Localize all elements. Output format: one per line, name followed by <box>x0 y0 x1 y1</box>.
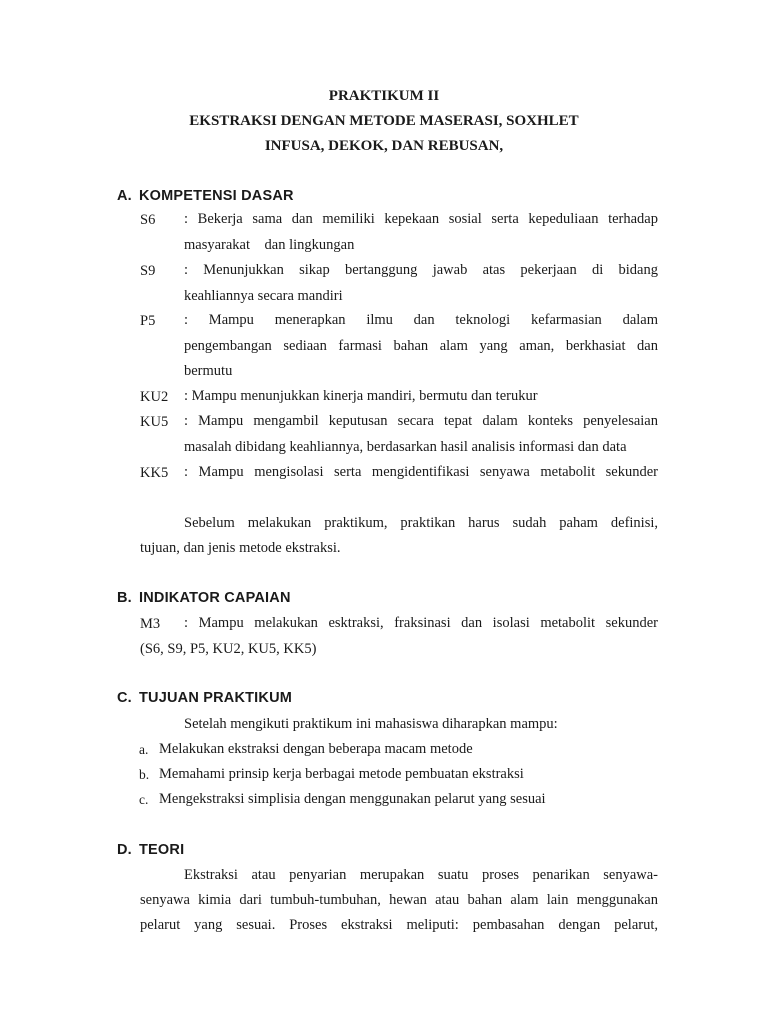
objective-text-b: Memahami prinsip kerja berbagai metode pembuatan ekstraksi <box>159 766 524 782</box>
competency-desc-ku5-line2: masalah dibidang keahliannya, berdasarkan hasil analisis informasi dan data <box>184 439 627 455</box>
competency-code-p5: P5 <box>140 313 156 329</box>
section-b-heading <box>117 590 291 606</box>
theory-line3: pelarut yang sesuai. Proses ekstraksi meliputi: pembasahan dengan pelarut, <box>140 917 658 933</box>
section-c-title: TUJUAN PRAKTIKUM <box>139 690 293 706</box>
indicator-desc-line1: : Mampu melakukan esktraksi, fraksinasi dan isolasi metabolit sekunder <box>184 615 658 631</box>
objective-intro: Setelah mengikuti praktikum ini mahasiswa diharapkan mampu: <box>184 716 558 732</box>
competency-desc-s9-line1: : Menunjukkan sikap bertanggung jawab atas pekerjaan di bidang <box>184 262 658 278</box>
section-a-note-line1: Sebelum melakukan praktikum, praktikan harus sudah paham definisi, <box>184 515 658 531</box>
competency-desc-kk5-line1: : Mampu mengisolasi serta mengidentifikasi senyawa metabolit sekunder <box>184 464 658 480</box>
competency-code-ku2: KU2 <box>140 389 169 405</box>
competency-desc-s6-line1: : Bekerja sama dan memiliki kepekaan sosial serta kepeduliaan terhadap <box>184 211 658 227</box>
section-d-heading <box>117 842 184 858</box>
objective-text-a: Melakukan ekstraksi dengan beberapa macam metode <box>159 741 473 757</box>
competency-desc-p5-line2: pengembangan sediaan farmasi bahan alam yang aman, berkhasiat dan <box>184 338 658 354</box>
indicator-code-m3: M3 <box>140 616 161 632</box>
competency-desc-ku5-line1: : Mampu mengambil keputusan secara tepat dalam konteks penyelesaian <box>184 413 658 429</box>
doc-title-2: EKSTRAKSI DENGAN METODE MASERASI, SOXHLET <box>189 113 579 129</box>
competency-code-s9: S9 <box>140 263 156 279</box>
objective-marker-b: b. <box>139 767 150 782</box>
doc-title-1: PRAKTIKUM II <box>328 88 440 104</box>
section-a-heading <box>117 188 294 204</box>
competency-desc-ku2-line1: : Mampu menunjukkan kinerja mandiri, bermutu dan terukur <box>184 388 538 404</box>
objective-text-c: Mengekstraksi simplisia dengan menggunakan pelarut yang sesuai <box>159 791 546 807</box>
section-b-title: INDIKATOR CAPAIAN <box>139 590 291 606</box>
section-b-letter: B. <box>117 590 132 606</box>
section-a-title: KOMPETENSI DASAR <box>139 188 294 204</box>
section-d-letter: D. <box>117 842 132 858</box>
competency-code-s6: S6 <box>140 212 156 228</box>
competency-desc-p5-line1: : Mampu menerapkan ilmu dan teknologi kefarmasian dalam <box>184 312 658 328</box>
section-a-letter: A. <box>117 188 132 204</box>
competency-desc-s6-line2: masyarakat dan lingkungan <box>184 237 355 253</box>
doc-title-3: INFUSA, DEKOK, DAN REBUSAN, <box>264 138 504 154</box>
indicator-desc-line2: (S6, S9, P5, KU2, KU5, KK5) <box>140 641 317 657</box>
section-a-note-line2: tujuan, dan jenis metode ekstraksi. <box>140 540 341 556</box>
theory-line1: Ekstraksi atau penyarian merupakan suatu proses penarikan senyawa- <box>184 867 658 883</box>
competency-desc-p5-line3: bermutu <box>184 363 233 379</box>
section-c-heading <box>117 690 292 706</box>
competency-code-ku5: KU5 <box>140 414 169 430</box>
competency-code-kk5: KK5 <box>140 465 169 481</box>
theory-line2: senyawa kimia dari tumbuh-tumbuhan, hewan atau bahan alam lain menggunakan <box>140 892 658 908</box>
objective-marker-a: a. <box>139 742 149 757</box>
section-d-title: TEORI <box>139 842 185 858</box>
competency-desc-s9-line2: keahliannya secara mandiri <box>184 288 343 304</box>
section-c-letter: C. <box>117 690 132 706</box>
objective-marker-c: c. <box>139 792 149 807</box>
